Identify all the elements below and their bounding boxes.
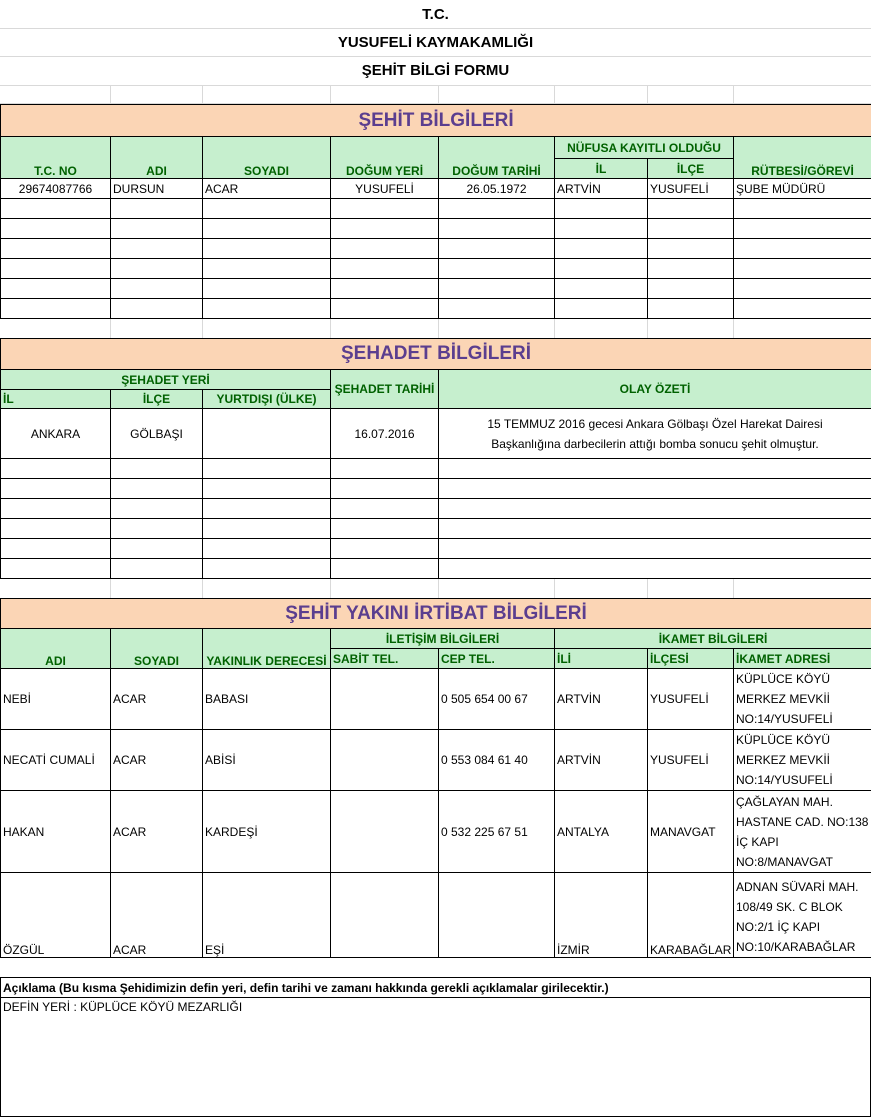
sehit-bilgileri-table: [0, 104, 871, 319]
header-form-title: ŞEHİT BİLGİ FORMU: [361, 62, 510, 79]
col-header-nufus-il: İL: [555, 159, 648, 179]
sehadet-bilgileri-table: [0, 338, 871, 579]
cell-il: ARTVİN: [555, 179, 648, 199]
col-header-yakin-soyadi: SOYADI: [111, 629, 203, 669]
table-row: [1, 179, 871, 199]
col-header-adi: ADI: [111, 137, 203, 179]
cell-yakin-soyadi: ACAR: [111, 730, 203, 791]
cell-yakinlik: KARDEŞİ: [203, 791, 331, 873]
cell-ilcesi: YUSUFELİ: [648, 730, 734, 791]
cell-ili: İZMİR: [555, 873, 648, 958]
table-row: [1, 219, 871, 239]
col-header-iletisim: İLETİŞİM BİLGİLERİ: [331, 629, 555, 649]
cell-olay-ozeti: 15 TEMMUZ 2016 gecesi Ankara Gölbaşı Özel Harekat Dairesi Başkanlığına darbecilerin attığı bomba sonucu şehit olmuştur.: [439, 409, 871, 459]
table-row: [1, 259, 871, 279]
cell-yakin-adi: NECATİ CUMALİ: [1, 730, 111, 791]
col-header-nufus: NÜFUSA KAYITLI OLDUĞU: [555, 137, 734, 159]
cell-sabit-tel: [331, 791, 439, 873]
aciklama-table: [0, 977, 871, 1117]
col-header-sehadet-yeri: ŞEHADET YERİ: [1, 370, 331, 390]
table-row: [1, 199, 871, 219]
col-header-ilcesi: İLÇESİ: [648, 649, 734, 669]
cell-yakin-soyadi: ACAR: [111, 791, 203, 873]
table-row: [1, 559, 871, 579]
cell-yakin-soyadi: ACAR: [111, 669, 203, 730]
cell-yakin-adi: NEBİ: [1, 669, 111, 730]
table-row: [1, 299, 871, 319]
col-header-sabit-tel: SABİT TEL.: [331, 649, 439, 669]
col-header-ili: İLİ: [555, 649, 648, 669]
cell-cep-tel: 0 553 084 61 40: [439, 730, 555, 791]
header-kaymakamlik: YUSUFELİ KAYMAKAMLIĞI: [337, 34, 534, 51]
col-header-sehadet-ilce: İLÇE: [111, 390, 203, 409]
cell-sabit-tel: [331, 730, 439, 791]
header-tc: T.C.: [422, 6, 449, 23]
cell-yurtdisi: [203, 409, 331, 459]
cell-ilcesi: MANAVGAT: [648, 791, 734, 873]
aciklama-text: DEFİN YERİ : KÜPLÜCE KÖYÜ MEZARLIĞI: [1, 998, 871, 1117]
cell-yakinlik: EŞİ: [203, 873, 331, 958]
cell-cep-tel: 0 505 654 00 67: [439, 669, 555, 730]
cell-soyadi: ACAR: [203, 179, 331, 199]
cell-adi: DURSUN: [111, 179, 203, 199]
section-title-sehit: ŞEHİT BİLGİLERİ: [1, 105, 871, 137]
table-row: [1, 669, 871, 730]
yakin-irtibat-table: [0, 598, 871, 958]
cell-ilcesi: KARABAĞLAR: [648, 873, 734, 958]
cell-sabit-tel: [331, 873, 439, 958]
table-row: [1, 539, 871, 559]
cell-ili: ANTALYA: [555, 791, 648, 873]
table-row: [1, 791, 871, 873]
cell-ikamet-adresi: ÇAĞLAYAN MAH. HASTANE CAD. NO:138 İÇ KAPI NO:8/MANAVGAT: [734, 791, 871, 873]
cell-ikamet-adresi: ADNAN SÜVARİ MAH. 108/49 SK. C BLOK NO:2/1 İÇ KAPI NO:10/KARABAĞLAR: [734, 873, 871, 958]
cell-dogum-yeri: YUSUFELİ: [331, 179, 439, 199]
col-header-olay-ozeti: OLAY ÖZETİ: [439, 370, 871, 409]
cell-rutbe: ŞUBE MÜDÜRÜ: [734, 179, 871, 199]
aciklama-label: Açıklama (Bu kısma Şehidimizin defin yeri, defin tarihi ve zamanı hakkında gerekli açıklamalar girilecektir.): [1, 978, 871, 998]
cell-ili: ARTVİN: [555, 669, 648, 730]
table-row: [1, 459, 871, 479]
col-header-ikamet: İKAMET BİLGİLERİ: [555, 629, 871, 649]
cell-ili: ARTVİN: [555, 730, 648, 791]
cell-cep-tel: [439, 873, 555, 958]
col-header-cep-tel: CEP TEL.: [439, 649, 555, 669]
col-header-ikamet-adresi: İKAMET ADRESİ: [734, 649, 871, 669]
table-row: [1, 519, 871, 539]
cell-dogum-tarihi: 26.05.1972: [439, 179, 555, 199]
col-header-sehadet-il: İL: [1, 390, 111, 409]
cell-yakinlik: BABASI: [203, 669, 331, 730]
col-header-yakinlik: YAKINLIK DERECESİ: [203, 629, 331, 669]
table-row: [1, 479, 871, 499]
table-row: [1, 873, 871, 958]
cell-sehadet-ilce: GÖLBAŞI: [111, 409, 203, 459]
table-row: [1, 239, 871, 259]
col-header-tc: T.C. NO: [1, 137, 111, 179]
cell-yakinlik: ABİSİ: [203, 730, 331, 791]
cell-sehadet-il: ANKARA: [1, 409, 111, 459]
cell-ilcesi: YUSUFELİ: [648, 669, 734, 730]
cell-tc: 29674087766: [1, 179, 111, 199]
col-header-soyadi: SOYADI: [203, 137, 331, 179]
section-title-yakin: ŞEHİT YAKINI İRTİBAT BİLGİLERİ: [1, 599, 871, 629]
section-title-sehadet: ŞEHADET BİLGİLERİ: [1, 339, 871, 370]
cell-yakin-soyadi: ACAR: [111, 873, 203, 958]
cell-yakin-adi: ÖZGÜL: [1, 873, 111, 958]
cell-ikamet-adresi: KÜPLÜCE KÖYÜ MERKEZ MEVKİİ NO:14/YUSUFELİ: [734, 669, 871, 730]
col-header-yurtdisi: YURTDIŞI (ÜLKE): [203, 390, 331, 409]
table-row: [1, 499, 871, 519]
col-header-sehadet-tarihi: ŞEHADET TARİHİ: [331, 370, 439, 409]
cell-sehadet-tarihi: 16.07.2016: [331, 409, 439, 459]
cell-ilce: YUSUFELİ: [648, 179, 734, 199]
col-header-dogum-tarihi: DOĞUM TARİHİ: [439, 137, 555, 179]
cell-ikamet-adresi: KÜPLÜCE KÖYÜ MERKEZ MEVKİİ NO:14/YUSUFELİ: [734, 730, 871, 791]
col-header-rutbe: RÜTBESİ/GÖREVİ: [734, 137, 871, 179]
col-header-yakin-adi: ADI: [1, 629, 111, 669]
col-header-dogum-yeri: DOĞUM YERİ: [331, 137, 439, 179]
cell-cep-tel: 0 532 225 67 51: [439, 791, 555, 873]
cell-sabit-tel: [331, 669, 439, 730]
table-row: [1, 279, 871, 299]
cell-yakin-adi: HAKAN: [1, 791, 111, 873]
table-row: [1, 409, 871, 459]
table-row: [1, 730, 871, 791]
col-header-nufus-ilce: İLÇE: [648, 159, 734, 179]
